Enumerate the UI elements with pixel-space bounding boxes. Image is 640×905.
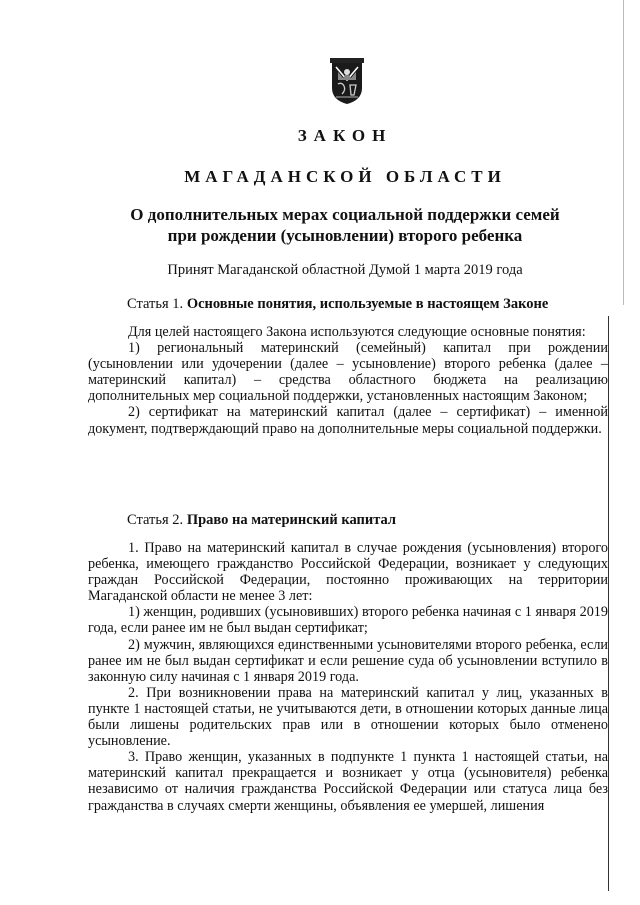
adoption-note: Принят Магаданской областной Думой 1 марта 2019 года: [167, 262, 523, 278]
law-label: ЗАКОН: [297, 126, 393, 145]
region-name: МАГАДАНСКОЙ ОБЛАСТИ: [184, 167, 506, 186]
article-1-body: [88, 324, 608, 437]
article-2-heading: [127, 512, 396, 529]
paragraph: 1. Право на материнский капитал в случае рождения (усыновления) второго ребенка, имеющего гражданство Российской Федерации, возникает у следующих граждан Российской Федерации, постоянно проживающих на территории Магаданской области не менее 3 лет:: [88, 540, 608, 605]
law-subject-line-1: О дополнительных мерах социальной поддержки семей: [130, 205, 560, 224]
article-2-title: Право на материнский капитал: [186, 512, 397, 528]
scan-edge-line: [623, 0, 624, 305]
paragraph: 2. При возникновении права на материнский капитал у лиц, указанных в пункте 1 настоящей статьи, не учитываются дети, в отношении которых данные лица были лишены родительских прав или в отношении которых было отменено усыновление.: [88, 684, 608, 750]
paragraph: 2) мужчин, являющихся единственными усыновителями второго ребенка, если ранее им не был выдан сертификат и если решение суда об усыновлении вступило в законную силу начиная с 1 января 2019 года.: [88, 636, 608, 685]
article-2-prefix: Статья 2.: [127, 512, 187, 528]
paragraph: Для целей настоящего Закона используются следующие основные понятия:: [128, 324, 586, 340]
scan-margin-line: [608, 316, 609, 891]
paragraph: 1) женщин, родивших (усыновивших) второго ребенка начиная с 1 января 2019 года, если ранее им не был выдан сертификат;: [88, 604, 608, 637]
paragraph: 3. Право женщин, указанных в подпункте 1 пункта 1 настоящей статьи, на материнский капитал прекращается и возникает у отца (усыновителя) ребенка независимо от наличия гражданства Российской Федерации или статуса лица без гражданства в случаях смерти женщины, объявления ее умершей, лишения: [88, 749, 608, 814]
paragraph: 1) региональный материнский (семейный) капитал при рождении (усыновлении или удочерении (далее – усыновление) второго ребенка (далее – материнский капитал) – средства областного бюджета на реализацию дополнительных мер социальной поддержки, установленных настоящим Законом;: [88, 340, 608, 405]
law-subject: [0, 204, 640, 246]
coat-of-arms-icon: [330, 58, 364, 104]
paragraph: 2) сертификат на материнский капитал (далее – сертификат) – именной документ, подтверждающий право на дополнительные меры социальной поддержки.: [88, 404, 608, 437]
law-subject-line-2: при рождении (усыновлении) второго ребенка: [167, 226, 523, 245]
article-1-heading: [127, 296, 548, 313]
article-1-title: Основные понятия, используемые в настоящем Законе: [186, 296, 549, 312]
article-1-prefix: Статья 1.: [127, 296, 187, 312]
article-2-body: [88, 540, 608, 814]
